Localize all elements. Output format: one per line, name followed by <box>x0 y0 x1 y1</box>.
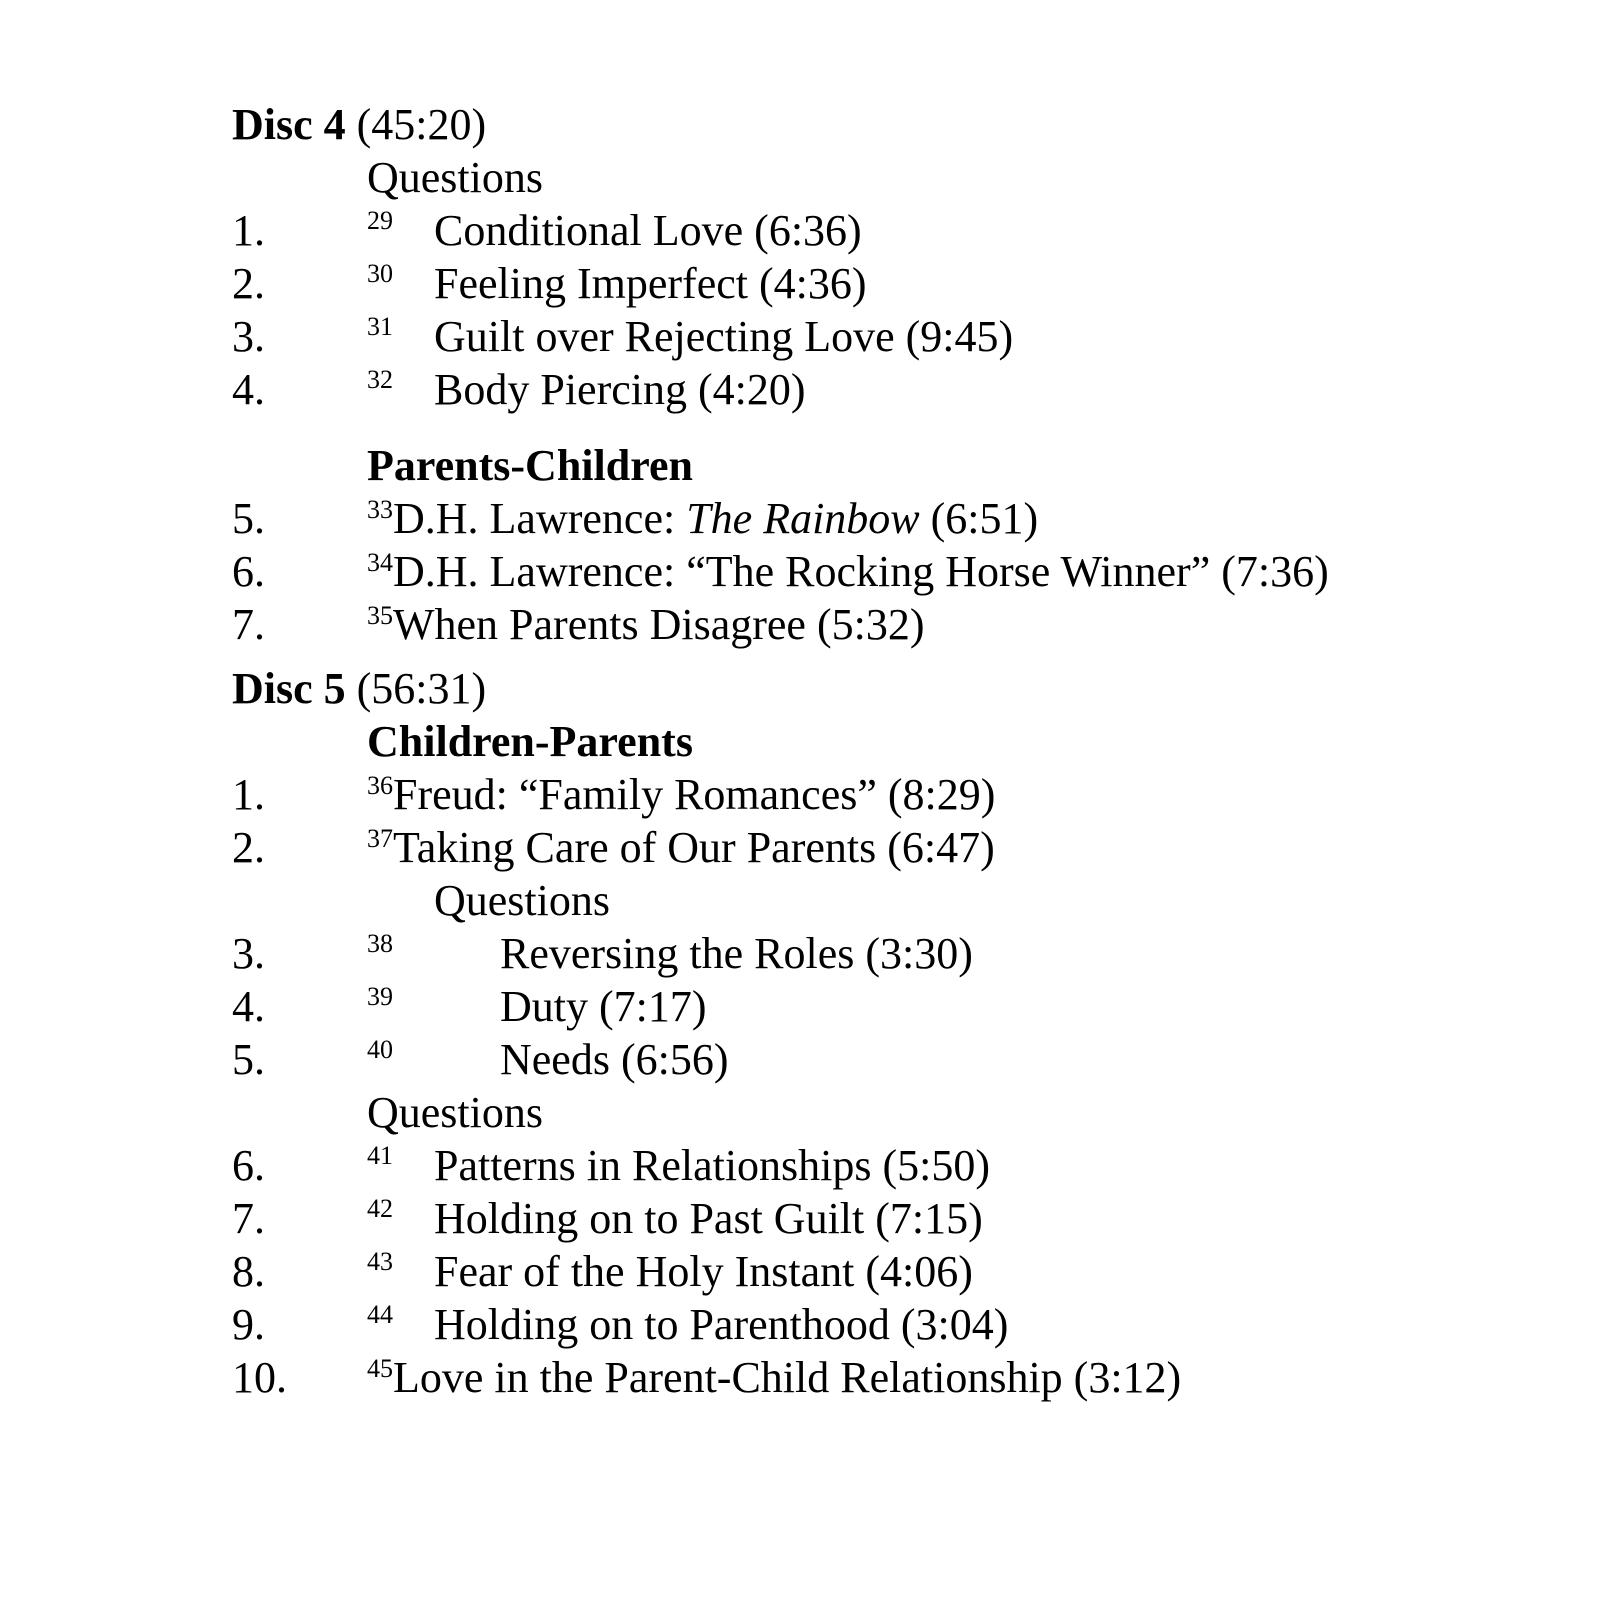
disc5-questions-inner-label-row <box>0 874 1600 927</box>
track-title: Feeling Imperfect (4:36) <box>434 259 867 308</box>
track-row <box>0 310 1600 363</box>
track-title-text: Freud: “Family Romances” (8:29) <box>393 770 996 819</box>
section-label: Questions <box>367 1088 543 1137</box>
track-title-italic: The Rainbow <box>686 494 920 543</box>
track-title-text: When Parents Disagree (5:32) <box>393 600 925 649</box>
disc5-duration: (56:31) <box>356 664 487 713</box>
track-number: 9. <box>232 1300 265 1349</box>
disc5-questions-outer-label-row <box>0 1086 1600 1139</box>
track-title <box>367 768 995 821</box>
track-row <box>0 1139 1600 1192</box>
track-row <box>0 545 1600 598</box>
track-number: 5. <box>232 494 265 543</box>
footnote-ref: 43 <box>367 1247 393 1276</box>
track-row <box>0 821 1600 874</box>
section-label: Questions <box>367 153 543 202</box>
track-number: 5. <box>232 1035 265 1084</box>
disc4-duration: (45:20) <box>356 100 487 149</box>
track-title: Conditional Love (6:36) <box>434 206 862 255</box>
track-number: 2. <box>232 823 265 872</box>
footnote-ref: 41 <box>367 1141 393 1170</box>
track-number: 3. <box>232 929 265 978</box>
section-label: Parents-Children <box>367 441 693 490</box>
track-title-text: Taking Care of Our Parents (6:47) <box>393 823 995 872</box>
track-row <box>0 598 1600 651</box>
track-title: Guilt over Rejecting Love (9:45) <box>434 312 1014 361</box>
track-title <box>367 545 1329 598</box>
track-number: 3. <box>232 312 265 361</box>
track-title: Duty (7:17) <box>500 982 707 1031</box>
track-title: Body Piercing (4:20) <box>434 365 806 414</box>
track-number: 1. <box>232 770 265 819</box>
track-number: 6. <box>232 1141 265 1190</box>
track-title: Reversing the Roles (3:30) <box>500 929 973 978</box>
footnote-ref: 32 <box>367 365 393 394</box>
track-row <box>0 1033 1600 1086</box>
footnote-ref: 37 <box>367 824 393 853</box>
track-number: 4. <box>232 982 265 1031</box>
footnote-ref: 38 <box>367 929 393 958</box>
track-listing <box>0 98 1600 1404</box>
section-label: Children-Parents <box>367 717 693 766</box>
track-title: Fear of the Holy Instant (4:06) <box>434 1247 973 1296</box>
track-row <box>0 1245 1600 1298</box>
track-row <box>0 927 1600 980</box>
track-number: 7. <box>232 600 265 649</box>
track-row <box>0 257 1600 310</box>
children-parents-label-row <box>0 715 1600 768</box>
section-label: Questions <box>434 876 610 925</box>
track-title-text: D.H. Lawrence: <box>393 494 687 543</box>
track-row <box>0 204 1600 257</box>
footnote-ref: 31 <box>367 312 393 341</box>
track-title: Patterns in Relationships (5:50) <box>434 1141 991 1190</box>
track-title <box>367 492 1038 545</box>
track-number: 2. <box>232 259 265 308</box>
track-row <box>0 980 1600 1033</box>
track-title: Needs (6:56) <box>500 1035 729 1084</box>
disc4-header <box>232 98 486 151</box>
footnote-ref: 42 <box>367 1194 393 1223</box>
disc5-title: Disc 5 <box>232 664 346 713</box>
track-number: 4. <box>232 365 265 414</box>
disc5-header <box>232 662 486 715</box>
footnote-ref: 33 <box>367 495 393 524</box>
track-title <box>367 1351 1181 1404</box>
footnote-ref: 34 <box>367 548 393 577</box>
footnote-ref: 29 <box>367 206 393 235</box>
track-number: 1. <box>232 206 265 255</box>
parents-children-label-row <box>0 439 1600 492</box>
footnote-ref: 35 <box>367 601 393 630</box>
track-title-text: D.H. Lawrence: “The Rocking Horse Winner” (7:36) <box>393 547 1329 596</box>
track-duration: (6:51) <box>919 494 1039 543</box>
track-title <box>367 821 995 874</box>
disc4-header-row <box>0 98 1600 151</box>
footnote-ref: 39 <box>367 982 393 1011</box>
disc4-questions-label-row <box>0 151 1600 204</box>
track-title-text: Love in the Parent-Child Relationship (3:12) <box>393 1353 1182 1402</box>
track-row <box>0 768 1600 821</box>
track-title <box>367 598 924 651</box>
track-row <box>0 1351 1600 1404</box>
track-row <box>0 492 1600 545</box>
track-number: 10. <box>232 1353 287 1402</box>
track-number: 8. <box>232 1247 265 1296</box>
footnote-ref: 30 <box>367 259 393 288</box>
disc4-title: Disc 4 <box>232 100 346 149</box>
track-number: 6. <box>232 547 265 596</box>
track-row <box>0 363 1600 416</box>
footnote-ref: 44 <box>367 1300 393 1329</box>
footnote-ref: 40 <box>367 1035 393 1064</box>
track-title: Holding on to Parenthood (3:04) <box>434 1300 1009 1349</box>
footnote-ref: 45 <box>367 1354 393 1383</box>
track-number: 7. <box>232 1194 265 1243</box>
disc5-header-row <box>0 662 1600 715</box>
track-row <box>0 1298 1600 1351</box>
track-title: Holding on to Past Guilt (7:15) <box>434 1194 983 1243</box>
footnote-ref: 36 <box>367 771 393 800</box>
track-row <box>0 1192 1600 1245</box>
